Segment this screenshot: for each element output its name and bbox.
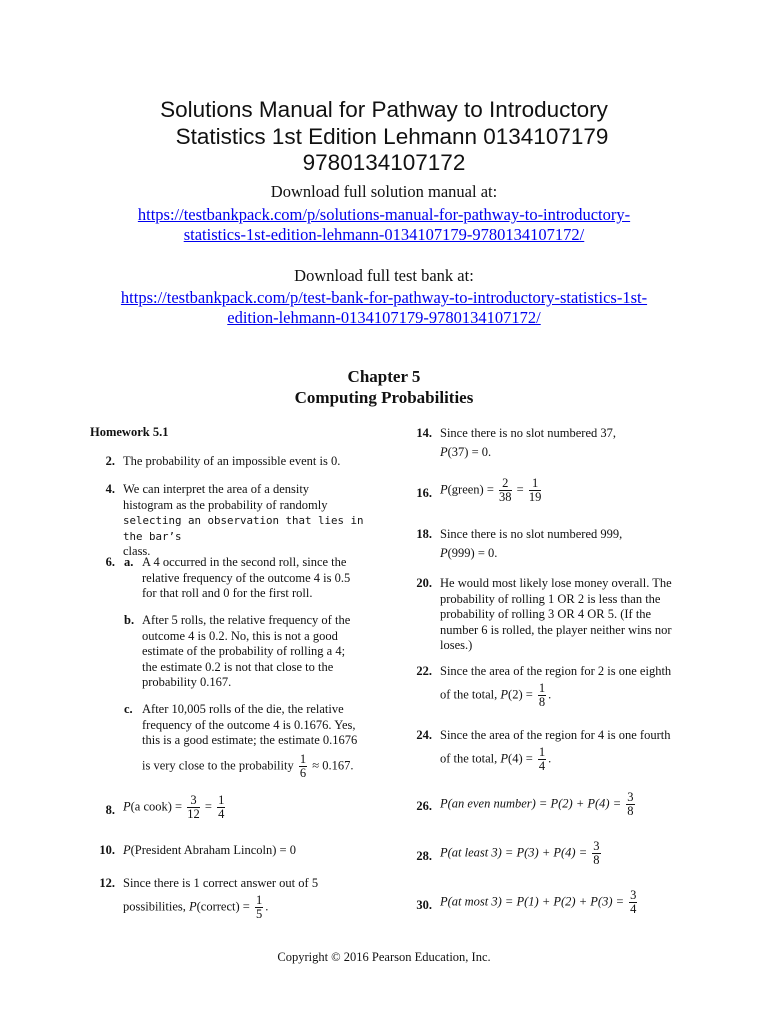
answer-line: We can interpret the area of a density bbox=[123, 482, 310, 496]
solution-link-line-2[interactable]: statistics-1st-edition-lehmann-0134107179-9780134107172/ bbox=[183, 225, 585, 244]
denominator: 38 bbox=[499, 490, 512, 504]
answer-text-fragment: is very close to the probability bbox=[142, 757, 294, 772]
denominator: 8 bbox=[538, 694, 546, 709]
period: . bbox=[548, 750, 552, 765]
problem-number: 10. bbox=[99, 843, 115, 857]
testbank-link-line-1[interactable]: https://testbankpack.com/p/test-bank-for-pathway-to-introductory-statistics-1st- bbox=[120, 288, 648, 307]
part-label: a. bbox=[124, 555, 134, 569]
denominator: 12 bbox=[187, 807, 200, 821]
fraction bbox=[626, 791, 634, 818]
numerator: 1 bbox=[255, 892, 263, 907]
expression-text: P(at least 3) = P(3) + P(4) = bbox=[440, 845, 588, 860]
denominator: 19 bbox=[528, 490, 542, 504]
expression-text: P(at most 3) = P(1) + P(2) + P(3) = bbox=[440, 894, 625, 909]
fraction bbox=[629, 889, 637, 916]
problem-number: 6. bbox=[105, 555, 115, 569]
answer-text bbox=[440, 576, 685, 654]
answer-line: probability of rolling 3 OR 4 OR 5. (If the bbox=[440, 607, 652, 621]
fraction bbox=[299, 753, 307, 780]
answer-line bbox=[440, 682, 685, 709]
problem-number: 24. bbox=[416, 728, 432, 742]
solution-link-line-1[interactable]: https://testbankpack.com/p/solutions-manual-for-pathway-to-introductory- bbox=[137, 205, 631, 224]
part-label: b. bbox=[124, 613, 135, 627]
answer-line: frequency of the outcome 4 is 0.1676. Yes, bbox=[142, 717, 356, 732]
expression-text: (a cook) = bbox=[130, 799, 183, 814]
math-expression bbox=[440, 889, 685, 916]
expression-text: (President Abraham Lincoln) = 0 bbox=[130, 843, 296, 857]
testbank-link-line-2[interactable]: edition-lehmann-0134107179-9780134107172/ bbox=[227, 308, 541, 327]
expression-text: (4) = bbox=[508, 750, 533, 765]
copyright-footer: Copyright © 2016 Pearson Education, Inc. bbox=[277, 950, 491, 964]
problem-number: 4. bbox=[105, 482, 115, 496]
answer-text-fragment: ≈ 0.167. bbox=[312, 757, 354, 772]
probability-symbol: P bbox=[123, 843, 131, 857]
denominator: 5 bbox=[255, 906, 263, 921]
numerator: 2 bbox=[499, 477, 512, 491]
numerator: 1 bbox=[218, 793, 225, 807]
part-label: c. bbox=[124, 702, 133, 716]
answer-line: Since there is no slot numbered 37, bbox=[440, 426, 617, 440]
math-expression bbox=[440, 791, 685, 818]
answer-text bbox=[142, 555, 372, 602]
problem-number: 28. bbox=[416, 849, 432, 863]
chapter-number: Chapter 5 bbox=[347, 367, 421, 386]
answer-text bbox=[123, 876, 368, 921]
answer-line: probability of rolling 1 OR 2 is less than the bbox=[440, 591, 661, 606]
answer-line bbox=[440, 445, 685, 461]
denominator: 6 bbox=[299, 765, 307, 780]
probability-symbol: P bbox=[440, 545, 448, 560]
fraction bbox=[255, 894, 263, 921]
answer-line: A 4 occurred in the second roll, since the bbox=[142, 555, 347, 569]
math-expression bbox=[440, 477, 685, 504]
answer-line: histogram as the probability of randomly bbox=[123, 497, 328, 512]
math-expression bbox=[123, 843, 368, 859]
problem-number: 12. bbox=[99, 876, 115, 890]
answer-line: probability 0.167. bbox=[142, 675, 232, 689]
answer-line: Since there is 1 correct answer out of 5 bbox=[123, 876, 319, 890]
numerator: 3 bbox=[593, 839, 600, 853]
problem-number: 26. bbox=[416, 799, 432, 813]
answer-line: relative frequency of the outcome 4 is 0.5 bbox=[142, 570, 351, 585]
problem-number: 2. bbox=[105, 454, 115, 468]
answer-line: loses.) bbox=[440, 638, 473, 652]
chapter-title: Computing Probabilities bbox=[294, 388, 474, 407]
fraction bbox=[592, 840, 600, 867]
answer-text bbox=[440, 664, 685, 709]
denominator: 4 bbox=[630, 902, 637, 916]
answer-line: He would most likely lose money overall. The bbox=[440, 576, 672, 590]
problem-number: 22. bbox=[416, 664, 432, 678]
expression-text: (37) = 0. bbox=[447, 444, 492, 459]
problem-number: 30. bbox=[416, 898, 432, 912]
answer-text bbox=[123, 482, 368, 560]
answer-text bbox=[142, 613, 372, 691]
document-title-line-1: Solutions Manual for Pathway to Introductory bbox=[160, 97, 608, 122]
answer-line: estimate of the probability of rolling a 4; bbox=[142, 644, 346, 658]
denominator: 4 bbox=[538, 758, 546, 773]
answer-line bbox=[440, 746, 685, 773]
problem-number: 16. bbox=[416, 486, 432, 500]
answer-line: class. bbox=[123, 544, 151, 558]
numerator: 1 bbox=[538, 744, 546, 759]
numerator: 3 bbox=[627, 790, 634, 804]
probability-symbol: P bbox=[500, 686, 509, 701]
answer-line bbox=[123, 894, 368, 921]
numerator: 1 bbox=[299, 751, 307, 766]
expression-text: P(an even number) = P(2) + P(4) = bbox=[440, 796, 622, 811]
expression-text: (correct) = bbox=[196, 898, 250, 913]
fraction bbox=[187, 794, 200, 821]
document-title-line-3: 9780134107172 bbox=[302, 150, 466, 175]
solution-download-label: Download full solution manual at: bbox=[270, 182, 498, 201]
numerator: 3 bbox=[187, 794, 200, 808]
fraction bbox=[529, 477, 542, 504]
problem-number: 8. bbox=[105, 803, 115, 817]
expression-text: (999) = 0. bbox=[447, 545, 498, 560]
period: . bbox=[265, 898, 269, 913]
probability-symbol: P bbox=[188, 898, 197, 913]
numerator: 1 bbox=[538, 680, 546, 695]
answer-text-fragment: possibilities, bbox=[123, 898, 186, 913]
answer-line: the estimate 0.2 is not that close to the bbox=[142, 659, 334, 674]
math-expression bbox=[440, 840, 685, 867]
expression-text: (green) = bbox=[447, 482, 494, 497]
denominator: 4 bbox=[218, 807, 225, 821]
homework-heading: Homework 5.1 bbox=[90, 425, 169, 439]
problem-number: 20. bbox=[416, 576, 432, 590]
answer-line: After 10,005 rolls of the die, the relative bbox=[142, 702, 344, 716]
document-title-line-2: Statistics 1st Edition Lehmann 0134107179 bbox=[175, 124, 609, 149]
period: . bbox=[548, 686, 552, 701]
equals-sign: = bbox=[204, 799, 212, 814]
answer-text-fragment: of the total, bbox=[440, 750, 498, 765]
problem-number: 18. bbox=[416, 527, 432, 541]
numerator: 3 bbox=[630, 888, 637, 902]
answer-line bbox=[142, 753, 372, 780]
fraction bbox=[538, 746, 546, 773]
answer-text bbox=[440, 527, 685, 561]
answer-line bbox=[440, 546, 685, 562]
fraction bbox=[499, 477, 512, 504]
fraction bbox=[538, 682, 546, 709]
numerator: 1 bbox=[529, 477, 542, 491]
answer-text bbox=[440, 426, 685, 460]
expression-text: (2) = bbox=[508, 686, 533, 701]
answer-line: Since the area of the region for 4 is one fourth bbox=[440, 728, 671, 742]
equals-sign: = bbox=[516, 482, 524, 497]
fraction bbox=[217, 794, 225, 821]
probability-symbol: P bbox=[500, 750, 509, 765]
denominator: 8 bbox=[627, 804, 634, 818]
answer-line: selecting an observation that lies in the bar’s bbox=[123, 514, 364, 543]
answer-text-fragment: of the total, bbox=[440, 686, 498, 701]
probability-symbol: P bbox=[123, 799, 131, 814]
answer-text: The probability of an impossible event is 0. bbox=[123, 454, 341, 468]
denominator: 8 bbox=[593, 853, 600, 867]
testbank-download-label: Download full test bank at: bbox=[294, 266, 474, 285]
answer-line: outcome 4 is 0.2. No, this is not a good bbox=[142, 628, 338, 643]
answer-line: After 5 rolls, the relative frequency of the bbox=[142, 613, 351, 627]
answer-text bbox=[142, 702, 372, 780]
probability-symbol: P bbox=[440, 444, 448, 459]
answer-line: this is a good estimate; the estimate 0.1676 bbox=[142, 733, 358, 747]
problem-number: 14. bbox=[416, 426, 432, 440]
math-expression bbox=[123, 794, 368, 821]
probability-symbol: P bbox=[440, 482, 448, 497]
answer-line: Since there is no slot numbered 999, bbox=[440, 527, 623, 541]
answer-line: for that roll and 0 for the first roll. bbox=[142, 586, 313, 600]
answer-line: number 6 is rolled, the player neither wins nor bbox=[440, 622, 672, 637]
answer-text bbox=[440, 728, 685, 773]
answer-line: Since the area of the region for 2 is one eighth bbox=[440, 664, 672, 678]
